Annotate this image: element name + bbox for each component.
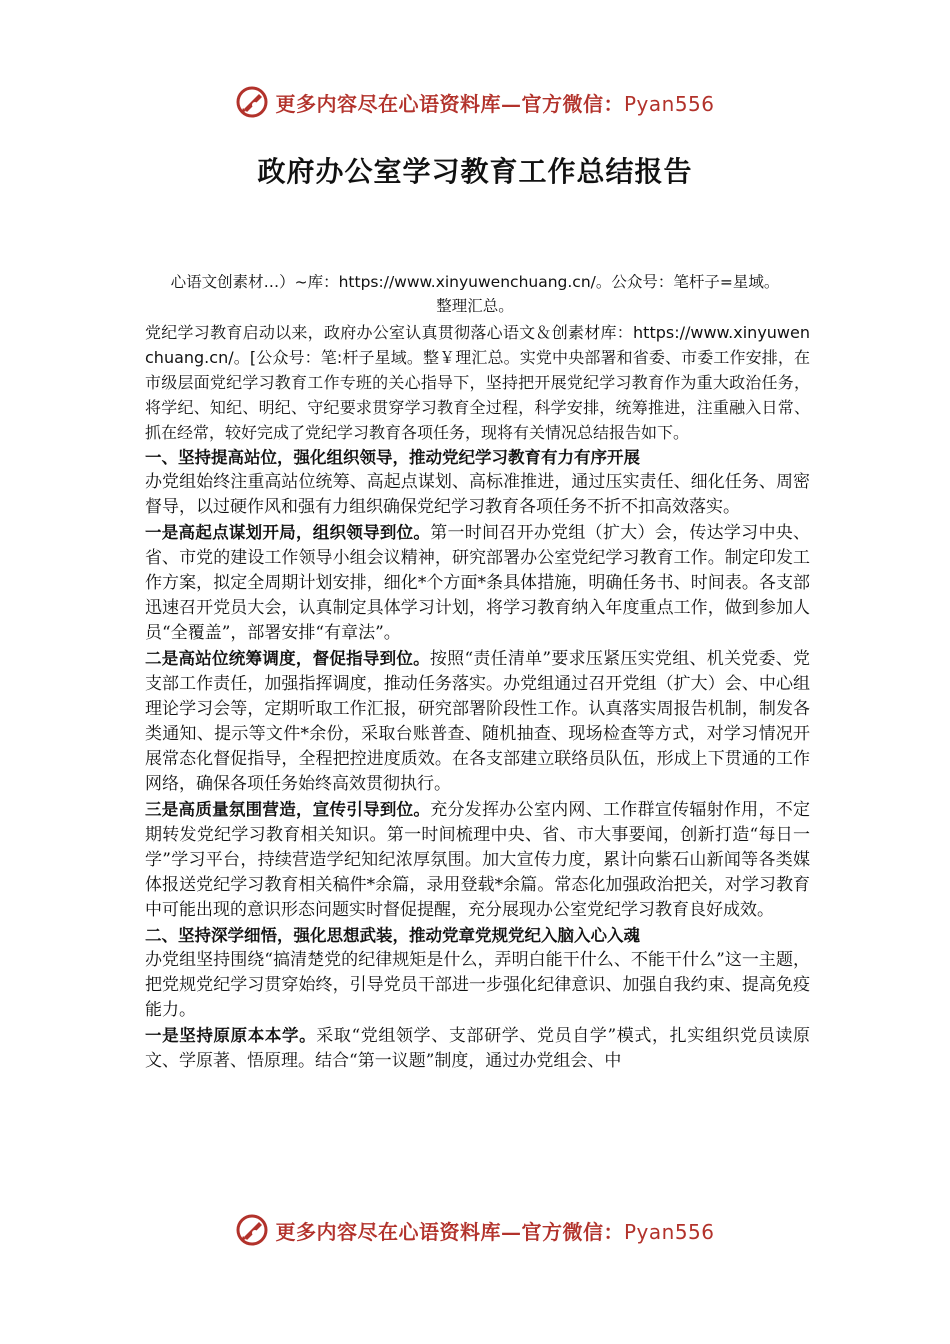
section-1-point-1 [145,520,810,646]
section-2-body: 办党组坚持围绕“搞清楚党的纪律规矩是什么，弄明白能干什么、不能干什么”这一主题，把党规党纪学习贯穿始终，引导党员干部进一步强化纪律意识、加强自我约束、提高免疫能力。 [145,950,810,1020]
point-text: 采取“党组领学、支部研学、党员自学”模式，扎实组织党员读原文、学原著、悟原理。结合“第一议题”制度，通过办党组会、中 [145,1026,810,1071]
section-2-heading: 二、坚持深学细悟，强化思想武装，推动党章党规党纪入脑入心入魂 [145,926,640,945]
point-text: 第一时间召开办党组（扩大）会，传达学习中央、省、市党的建设工作领导小组会议精神，研究部署办公室党纪学习教育工作。制定印发工作方案，拟定全周期计划安排，细化*个方面*条具体措施，明确任务书、时间表。各支部迅速召开党员大会，认真制定具体学习计划，将学习教育纳入年度重点工作，做到参加人员“全覆盖”，部署安排“有章法”。 [145,523,811,643]
point-lead: 一是坚持原原本本学。 [145,1026,317,1045]
point-text: 充分发挥办公室内网、工作群宣传辐射作用，不定期转发党纪学习教育相关知识。第一时间梳理中央、省、市大事要闻，创新打造“每日一学”学习平台，持续营造学纪知纪浓厚氛围。加大宣传力度，累计向紫石山新闻等各类媒体报送党纪学习教育相关稿件*余篇，录用登载*余篇。常态化加强政治把关，对学习教育中可能出现的意识形态问题实时督促提醒，充分展现办公室党纪学习教育良好成效。 [145,800,811,920]
section-1-heading: 一、坚持提高站位，强化组织领导，推动党纪学习教育有力有序开展 [145,448,640,467]
source-line-1: 心语文创素材…）~库：https://www.xinyuwenchuang.cn/。公众号：笔杆子=星域。 [170,273,780,291]
document-title: 政府办公室学习教育工作总结报告 [257,155,693,188]
header-banner [0,82,950,122]
point-lead: 三是高质量氛围营造，宣传引导到位。 [145,800,431,819]
section-1-point-3 [145,797,810,923]
section-1-point-2 [145,646,810,797]
intro-paragraph: 党纪学习教育启动以来，政府办公室认真贯彻落心语文＆创素材库：https://www.xinyuwenchuang.cn/。[公众号：笔:杆子星域。整￥理汇总。实党中央部署和省委、市委工作安排，在市级层面党纪学习教育工作专班的关心指导下，坚持把开展党纪学习教育作为重大政治任务，将学纪、知纪、明纪、守纪要求贯穿学习教育全过程，科学安排，统筹推进，注重融入日常、抓在经常，较好完成了党纪学习教育各项任务，现将有关情况总结报告如下。 [145,323,810,442]
header-banner-text: 更多内容尽在心语资料库—官方微信：Pyan556 [275,91,715,116]
source-line-2: 整理汇总。 [436,297,514,315]
brand-logo-icon [235,85,269,119]
section-2-point-1 [145,1023,810,1074]
document-body [145,320,810,1074]
brand-logo-icon [235,1213,269,1247]
point-lead: 二是高站位统筹调度，督促指导到位。 [145,649,430,668]
footer-banner-text: 更多内容尽在心语资料库—官方微信：Pyan556 [275,1219,715,1244]
point-text: 按照“责任清单”要求压紧压实党组、机关党委、党支部工作责任，加强指挥调度，推动任务落实。办党组通过召开党组（扩大）会、中心组理论学习会等，定期听取工作汇报，研究部署阶段性工作。认真落实周报告机制，制发各类通知、提示等文件*余份，采取台账普查、随机抽查、现场检查等方式，对学习情况开展常态化督促指导，全程把控进度质效。在各支部建立联络员队伍，形成上下贯通的工作网络，确保各项任务始终高效贯彻执行。 [145,649,811,794]
point-lead: 一是高起点谋划开局，组织领导到位。 [145,523,431,542]
source-note [140,270,810,318]
footer-banner [0,1210,950,1250]
footer-wechat-id: Pyan556 [623,1219,715,1244]
section-1-body: 办党组始终注重高站位统筹、高起点谋划、高标准推进，通过压实责任、细化任务、周密督导，以过硬作风和强有力组织确保党纪学习教育各项任务不折不扣高效落实。 [145,472,810,517]
header-wechat-id: Pyan556 [623,91,715,116]
